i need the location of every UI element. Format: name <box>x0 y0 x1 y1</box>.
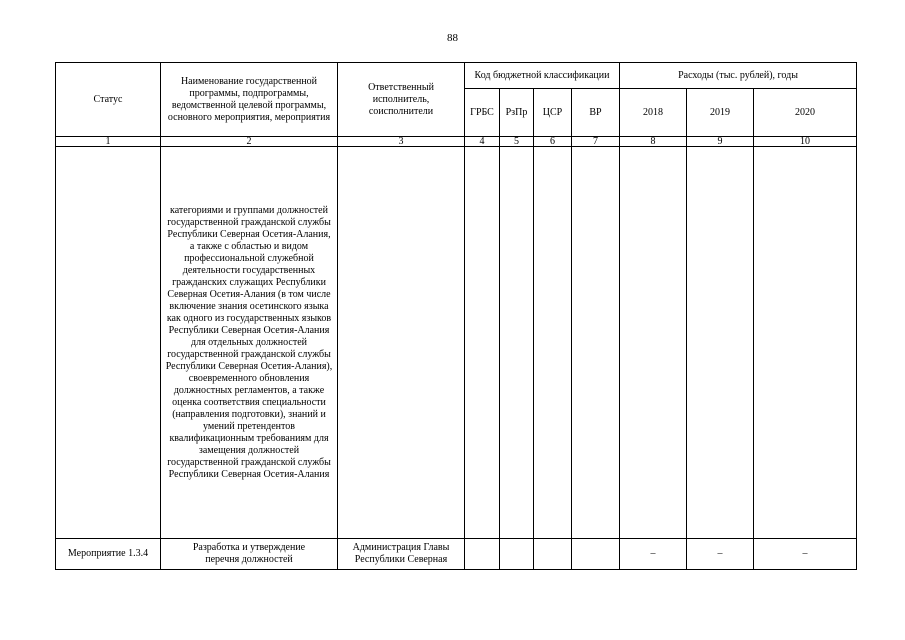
header-csr: ЦСР <box>534 89 572 137</box>
expense-2018-cell <box>620 147 687 539</box>
column-number: 1 <box>56 137 161 147</box>
header-vr: ВР <box>572 89 620 137</box>
status-cell <box>56 147 161 539</box>
header-year-2019: 2019 <box>687 89 754 137</box>
column-number: 5 <box>500 137 534 147</box>
responsible-cell <box>338 539 465 570</box>
rzpr-cell <box>500 147 534 539</box>
column-numbers-row <box>56 137 857 147</box>
table-row-continued <box>56 147 857 539</box>
column-number: 4 <box>465 137 500 147</box>
expense-2020-cell <box>754 147 857 539</box>
header-rzpr: РзПр <box>500 89 534 137</box>
vr-cell <box>572 539 620 570</box>
responsible-cell <box>338 147 465 539</box>
header-budget-code: Код бюджетной классификации <box>465 63 620 89</box>
header-responsible: Ответственный исполнитель, соисполнители <box>338 63 465 137</box>
column-number: 6 <box>534 137 572 147</box>
responsible-line: Администрация Главы <box>352 542 450 553</box>
header-year-2020: 2020 <box>754 89 857 137</box>
description-line: перечня должностей <box>205 554 293 565</box>
budget-table <box>55 62 857 570</box>
expense-2019-cell: – <box>687 539 754 570</box>
rzpr-cell <box>500 539 534 570</box>
column-number: 9 <box>687 137 754 147</box>
column-number: 8 <box>620 137 687 147</box>
column-number: 10 <box>754 137 857 147</box>
csr-cell <box>534 147 572 539</box>
vr-cell <box>572 147 620 539</box>
description-cell: категориями и группами должностей государственной гражданской службы Республики Северная Осетия-Алания, а также с областью и видом профессиональной служебной деятельности государственных гражданских служащих Республики Северная Осетия-Алания (в том числе включение знания осетинского языка как одного из государственных языков Республики Северная Осетия-Алания для отдельных должностей государственной гражданской службы Республики Северная Осетия-Алания), своевременного обновления должностных регламентов, а также оценка соответствия специальности (направления подготовки), знаний и умений претендентов квалификационным требованиям для замещения должностей государственной гражданской службы Республики Северная Осетия-Алания <box>161 147 338 539</box>
grbs-cell <box>465 147 500 539</box>
grbs-cell <box>465 539 500 570</box>
header-expenses: Расходы (тыс. рублей), годы <box>620 63 857 89</box>
table-row-measure-1-3-4 <box>56 539 857 570</box>
responsible-line: Республики Северная <box>354 554 448 565</box>
header-year-2018: 2018 <box>620 89 687 137</box>
header-program-name: Наименование государственной программы, подпрограммы, ведомственной целевой программы, основного мероприятия, мероприятия <box>161 63 338 137</box>
column-number: 3 <box>338 137 465 147</box>
status-cell: Мероприятие 1.3.4 <box>56 539 161 570</box>
description-cell <box>161 539 338 570</box>
expense-2018-cell: – <box>620 539 687 570</box>
header-grbs: ГРБС <box>465 89 500 137</box>
page-number: 88 <box>447 32 458 44</box>
expense-2019-cell <box>687 147 754 539</box>
column-number: 7 <box>572 137 620 147</box>
expense-2020-cell: – <box>754 539 857 570</box>
csr-cell <box>534 539 572 570</box>
header-status: Статус <box>56 63 161 137</box>
description-line: Разработка и утверждение <box>192 542 306 553</box>
column-number: 2 <box>161 137 338 147</box>
